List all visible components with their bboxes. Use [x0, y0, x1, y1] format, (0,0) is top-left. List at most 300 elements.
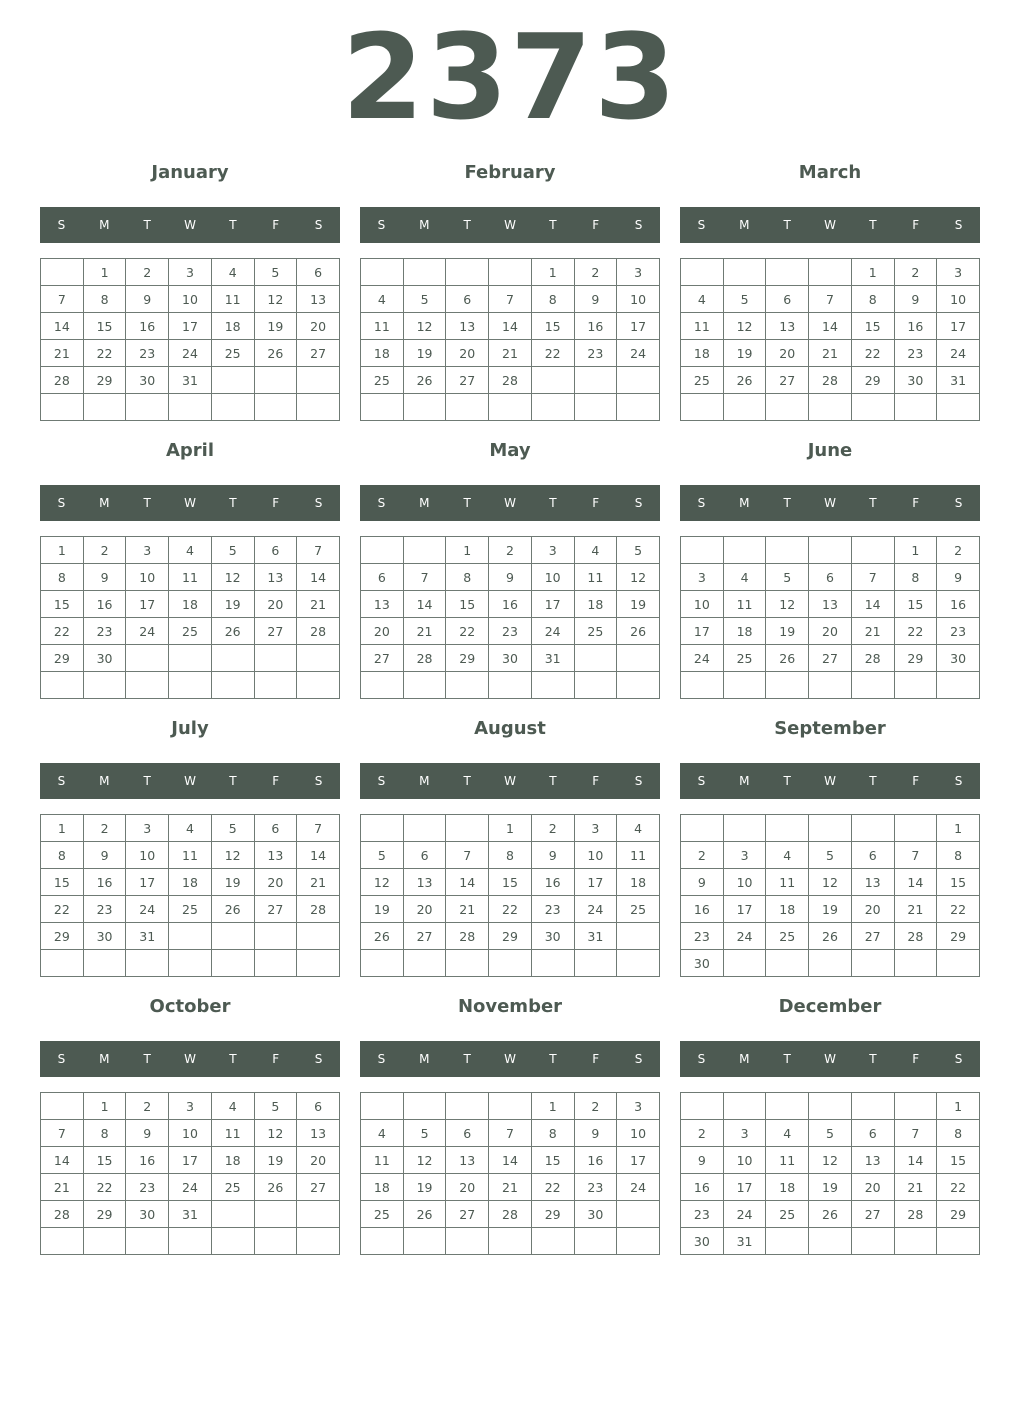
week-row [361, 896, 660, 923]
day-cell: 25 [169, 618, 212, 645]
day-cell: 13 [361, 591, 404, 618]
day-cell: 13 [254, 564, 297, 591]
day-cell: 4 [766, 842, 809, 869]
day-cell: 18 [211, 313, 254, 340]
empty-day-cell [531, 367, 574, 394]
weekday-label: W [824, 218, 836, 232]
day-cell: 1 [489, 815, 532, 842]
weekday-label: T [463, 496, 471, 510]
week-row [681, 1201, 980, 1228]
day-cell: 11 [766, 869, 809, 896]
month-name: July [171, 718, 209, 739]
week-row [361, 591, 660, 618]
week-row [361, 537, 660, 564]
day-cell: 3 [723, 842, 766, 869]
empty-day-cell [446, 1228, 489, 1255]
week-row [681, 394, 980, 421]
day-cell: 24 [126, 618, 169, 645]
day-cell: 22 [937, 896, 980, 923]
weekday-label: F [592, 496, 600, 510]
day-cell: 22 [531, 340, 574, 367]
day-cell: 4 [169, 537, 212, 564]
month-name: September [774, 718, 886, 739]
month-name: April [165, 440, 215, 461]
day-cell: 14 [297, 842, 340, 869]
empty-day-cell [531, 1228, 574, 1255]
day-cell: 11 [574, 564, 617, 591]
week-row [681, 923, 980, 950]
weekday-label: T [229, 1052, 237, 1066]
empty-day-cell [766, 672, 809, 699]
weekday-label: T [229, 496, 237, 510]
day-cell: 8 [83, 286, 126, 313]
day-cell: 1 [531, 259, 574, 286]
day-cell: 16 [83, 591, 126, 618]
week-row [41, 1093, 340, 1120]
empty-day-cell [489, 394, 532, 421]
empty-day-cell [254, 923, 297, 950]
empty-day-cell [574, 367, 617, 394]
day-cell: 7 [403, 564, 446, 591]
day-grid [680, 1092, 980, 1255]
day-cell: 26 [254, 340, 297, 367]
day-cell: 15 [41, 869, 84, 896]
day-cell: 12 [254, 286, 297, 313]
empty-day-cell [723, 259, 766, 286]
day-cell: 7 [809, 286, 852, 313]
day-cell: 8 [83, 1120, 126, 1147]
week-row [361, 923, 660, 950]
day-cell: 13 [766, 313, 809, 340]
weekday-label: S [57, 1052, 66, 1066]
week-row [681, 1147, 980, 1174]
day-cell: 3 [126, 815, 169, 842]
day-cell: 9 [531, 842, 574, 869]
day-cell: 19 [809, 896, 852, 923]
day-cell: 1 [83, 1093, 126, 1120]
week-row [361, 1093, 660, 1120]
day-cell: 11 [169, 564, 212, 591]
day-cell: 15 [937, 869, 980, 896]
day-cell: 29 [41, 645, 84, 672]
week-row [361, 1174, 660, 1201]
day-cell: 24 [937, 340, 980, 367]
empty-day-cell [169, 950, 212, 977]
day-cell: 27 [446, 1201, 489, 1228]
day-cell: 6 [851, 842, 894, 869]
day-grid [360, 258, 660, 421]
empty-day-cell [254, 950, 297, 977]
day-cell: 13 [297, 1120, 340, 1147]
weekday-label: T [549, 1052, 557, 1066]
week-row [361, 286, 660, 313]
day-cell: 20 [254, 869, 297, 896]
empty-day-cell [211, 950, 254, 977]
day-cell: 3 [531, 537, 574, 564]
empty-day-cell [766, 1093, 809, 1120]
weekday-label: F [592, 1052, 600, 1066]
week-row [361, 950, 660, 977]
empty-day-cell [723, 815, 766, 842]
week-row [681, 564, 980, 591]
day-cell: 3 [126, 537, 169, 564]
week-row [361, 1228, 660, 1255]
day-cell: 16 [126, 313, 169, 340]
day-cell: 16 [489, 591, 532, 618]
day-cell: 20 [361, 618, 404, 645]
day-cell: 3 [681, 564, 724, 591]
empty-day-cell [126, 672, 169, 699]
day-cell: 8 [894, 564, 937, 591]
weekday-label: W [824, 1052, 836, 1066]
empty-day-cell [766, 537, 809, 564]
day-cell: 19 [254, 313, 297, 340]
day-cell: 19 [809, 1174, 852, 1201]
weekday-label: S [697, 218, 706, 232]
empty-day-cell [531, 394, 574, 421]
day-cell: 3 [169, 259, 212, 286]
empty-day-cell [851, 815, 894, 842]
empty-day-cell [766, 815, 809, 842]
day-cell: 20 [809, 618, 852, 645]
weekday-label: S [57, 496, 66, 510]
empty-day-cell [617, 923, 660, 950]
weekday-label: M [419, 1052, 430, 1066]
day-cell: 18 [574, 591, 617, 618]
weekday-label: W [184, 218, 196, 232]
weekday-label: W [504, 774, 516, 788]
day-cell: 22 [894, 618, 937, 645]
day-cell: 20 [851, 1174, 894, 1201]
day-cell: 26 [617, 618, 660, 645]
day-cell: 27 [297, 340, 340, 367]
empty-day-cell [617, 367, 660, 394]
day-cell: 19 [211, 869, 254, 896]
weekday-label: W [504, 1052, 516, 1066]
empty-day-cell [169, 1228, 212, 1255]
empty-day-cell [723, 950, 766, 977]
empty-day-cell [574, 672, 617, 699]
day-cell: 26 [809, 923, 852, 950]
empty-day-cell [894, 1228, 937, 1255]
day-cell: 26 [211, 618, 254, 645]
day-cell: 3 [617, 259, 660, 286]
day-cell: 29 [937, 1201, 980, 1228]
day-cell: 6 [851, 1120, 894, 1147]
weekday-header [680, 763, 980, 799]
day-cell: 12 [809, 869, 852, 896]
weekday-label: F [272, 218, 280, 232]
day-cell: 29 [41, 923, 84, 950]
month-name: February [464, 162, 556, 183]
month-name: March [798, 162, 862, 183]
day-cell: 8 [531, 1120, 574, 1147]
week-row [681, 869, 980, 896]
day-cell: 13 [851, 869, 894, 896]
day-cell: 22 [531, 1174, 574, 1201]
week-row [681, 815, 980, 842]
day-cell: 2 [574, 1093, 617, 1120]
day-cell: 20 [766, 340, 809, 367]
weekday-label: M [739, 774, 750, 788]
day-cell: 8 [937, 842, 980, 869]
day-cell: 12 [403, 313, 446, 340]
weekday-label: T [463, 774, 471, 788]
day-cell: 27 [254, 618, 297, 645]
day-cell: 23 [83, 896, 126, 923]
empty-day-cell [681, 1093, 724, 1120]
day-cell: 21 [41, 340, 84, 367]
empty-day-cell [169, 923, 212, 950]
day-cell: 12 [211, 564, 254, 591]
empty-day-cell [766, 259, 809, 286]
weekday-label: S [697, 774, 706, 788]
empty-day-cell [361, 259, 404, 286]
day-cell: 17 [126, 869, 169, 896]
day-cell: 6 [446, 1120, 489, 1147]
day-cell: 21 [489, 1174, 532, 1201]
empty-day-cell [446, 950, 489, 977]
day-cell: 31 [723, 1228, 766, 1255]
day-cell: 15 [937, 1147, 980, 1174]
day-cell: 16 [574, 313, 617, 340]
day-cell: 12 [617, 564, 660, 591]
day-cell: 25 [574, 618, 617, 645]
day-cell: 21 [41, 1174, 84, 1201]
day-cell: 13 [851, 1147, 894, 1174]
day-cell: 4 [169, 815, 212, 842]
day-cell: 25 [681, 367, 724, 394]
day-cell: 4 [723, 564, 766, 591]
day-cell: 14 [297, 564, 340, 591]
empty-day-cell [254, 394, 297, 421]
day-cell: 23 [126, 340, 169, 367]
day-cell: 5 [254, 259, 297, 286]
day-cell: 18 [617, 869, 660, 896]
empty-day-cell [254, 1228, 297, 1255]
day-cell: 11 [361, 1147, 404, 1174]
day-cell: 1 [41, 815, 84, 842]
week-row [361, 815, 660, 842]
weekday-label: S [314, 496, 323, 510]
empty-day-cell [254, 367, 297, 394]
weekday-label: F [592, 774, 600, 788]
empty-day-cell [41, 950, 84, 977]
empty-day-cell [809, 815, 852, 842]
day-cell: 26 [211, 896, 254, 923]
day-cell: 18 [361, 340, 404, 367]
empty-day-cell [851, 1228, 894, 1255]
empty-day-cell [723, 672, 766, 699]
weekday-label: S [57, 218, 66, 232]
day-cell: 26 [809, 1201, 852, 1228]
day-cell: 15 [531, 313, 574, 340]
weekday-label: S [634, 218, 643, 232]
week-row [361, 869, 660, 896]
day-cell: 5 [254, 1093, 297, 1120]
day-cell: 11 [681, 313, 724, 340]
empty-day-cell [361, 1228, 404, 1255]
empty-day-cell [681, 537, 724, 564]
empty-day-cell [681, 815, 724, 842]
empty-day-cell [681, 259, 724, 286]
day-cell: 5 [361, 842, 404, 869]
week-row [681, 618, 980, 645]
day-grid [40, 536, 340, 699]
day-cell: 6 [254, 815, 297, 842]
day-cell: 28 [809, 367, 852, 394]
day-cell: 17 [723, 1174, 766, 1201]
week-row [681, 672, 980, 699]
day-cell: 21 [489, 340, 532, 367]
day-cell: 8 [489, 842, 532, 869]
week-row [41, 313, 340, 340]
empty-day-cell [894, 1093, 937, 1120]
day-cell: 11 [169, 842, 212, 869]
day-cell: 10 [723, 869, 766, 896]
empty-day-cell [169, 394, 212, 421]
day-cell: 1 [531, 1093, 574, 1120]
day-cell: 1 [83, 259, 126, 286]
day-grid [680, 814, 980, 977]
week-row [361, 313, 660, 340]
empty-day-cell [126, 1228, 169, 1255]
empty-day-cell [211, 1228, 254, 1255]
weekday-label: T [783, 774, 791, 788]
day-cell: 28 [41, 367, 84, 394]
weekday-label: W [184, 1052, 196, 1066]
day-cell: 24 [169, 1174, 212, 1201]
weekday-header [40, 1041, 340, 1077]
week-row [41, 869, 340, 896]
week-row [41, 591, 340, 618]
day-cell: 9 [894, 286, 937, 313]
empty-day-cell [361, 672, 404, 699]
day-cell: 24 [723, 923, 766, 950]
day-cell: 27 [809, 645, 852, 672]
day-cell: 16 [83, 869, 126, 896]
day-cell: 17 [126, 591, 169, 618]
empty-day-cell [41, 672, 84, 699]
day-cell: 21 [894, 1174, 937, 1201]
month-name: January [151, 162, 229, 183]
day-cell: 8 [41, 564, 84, 591]
day-cell: 15 [851, 313, 894, 340]
day-cell: 4 [211, 1093, 254, 1120]
empty-day-cell [446, 815, 489, 842]
weekday-label: M [99, 774, 110, 788]
empty-day-cell [126, 645, 169, 672]
empty-day-cell [809, 394, 852, 421]
day-cell: 1 [851, 259, 894, 286]
empty-day-cell [681, 672, 724, 699]
week-row [41, 1147, 340, 1174]
empty-day-cell [403, 950, 446, 977]
empty-day-cell [766, 950, 809, 977]
day-cell: 19 [766, 618, 809, 645]
week-row [361, 1201, 660, 1228]
day-cell: 25 [617, 896, 660, 923]
weekday-label: F [912, 774, 920, 788]
day-cell: 26 [766, 645, 809, 672]
day-cell: 26 [361, 923, 404, 950]
day-cell: 12 [766, 591, 809, 618]
empty-day-cell [83, 672, 126, 699]
day-cell: 30 [83, 645, 126, 672]
day-cell: 19 [254, 1147, 297, 1174]
day-cell: 13 [446, 1147, 489, 1174]
weekday-header [360, 207, 660, 243]
day-cell: 15 [446, 591, 489, 618]
week-row [41, 815, 340, 842]
week-row [41, 950, 340, 977]
day-cell: 15 [83, 1147, 126, 1174]
empty-day-cell [617, 394, 660, 421]
weekday-label: F [592, 218, 600, 232]
day-cell: 24 [169, 340, 212, 367]
empty-day-cell [297, 672, 340, 699]
weekday-header [680, 485, 980, 521]
day-cell: 9 [126, 1120, 169, 1147]
day-cell: 20 [446, 1174, 489, 1201]
weekday-label: T [143, 1052, 151, 1066]
empty-day-cell [126, 950, 169, 977]
weekday-label: T [869, 496, 877, 510]
empty-day-cell [617, 1201, 660, 1228]
day-cell: 31 [531, 645, 574, 672]
day-cell: 27 [851, 1201, 894, 1228]
empty-day-cell [681, 394, 724, 421]
empty-day-cell [297, 923, 340, 950]
day-cell: 3 [723, 1120, 766, 1147]
day-cell: 18 [361, 1174, 404, 1201]
empty-day-cell [297, 950, 340, 977]
day-cell: 25 [766, 923, 809, 950]
empty-day-cell [446, 259, 489, 286]
day-cell: 28 [403, 645, 446, 672]
day-cell: 25 [361, 367, 404, 394]
week-row [41, 842, 340, 869]
day-cell: 23 [531, 896, 574, 923]
weekday-label: F [912, 1052, 920, 1066]
empty-day-cell [211, 367, 254, 394]
week-row [41, 564, 340, 591]
day-cell: 20 [297, 1147, 340, 1174]
day-cell: 29 [489, 923, 532, 950]
day-cell: 9 [681, 1147, 724, 1174]
day-cell: 25 [169, 896, 212, 923]
day-cell: 2 [83, 537, 126, 564]
week-row [361, 367, 660, 394]
empty-day-cell [851, 537, 894, 564]
day-cell: 4 [574, 537, 617, 564]
weekday-label: M [419, 218, 430, 232]
day-cell: 4 [766, 1120, 809, 1147]
weekday-label: F [912, 496, 920, 510]
day-cell: 13 [403, 869, 446, 896]
day-cell: 30 [574, 1201, 617, 1228]
month-name: October [149, 996, 231, 1017]
weekday-label: M [419, 496, 430, 510]
empty-day-cell [489, 1093, 532, 1120]
day-cell: 2 [489, 537, 532, 564]
day-cell: 10 [126, 564, 169, 591]
day-cell: 17 [681, 618, 724, 645]
empty-day-cell [489, 1228, 532, 1255]
day-cell: 7 [489, 286, 532, 313]
day-cell: 23 [937, 618, 980, 645]
empty-day-cell [851, 950, 894, 977]
